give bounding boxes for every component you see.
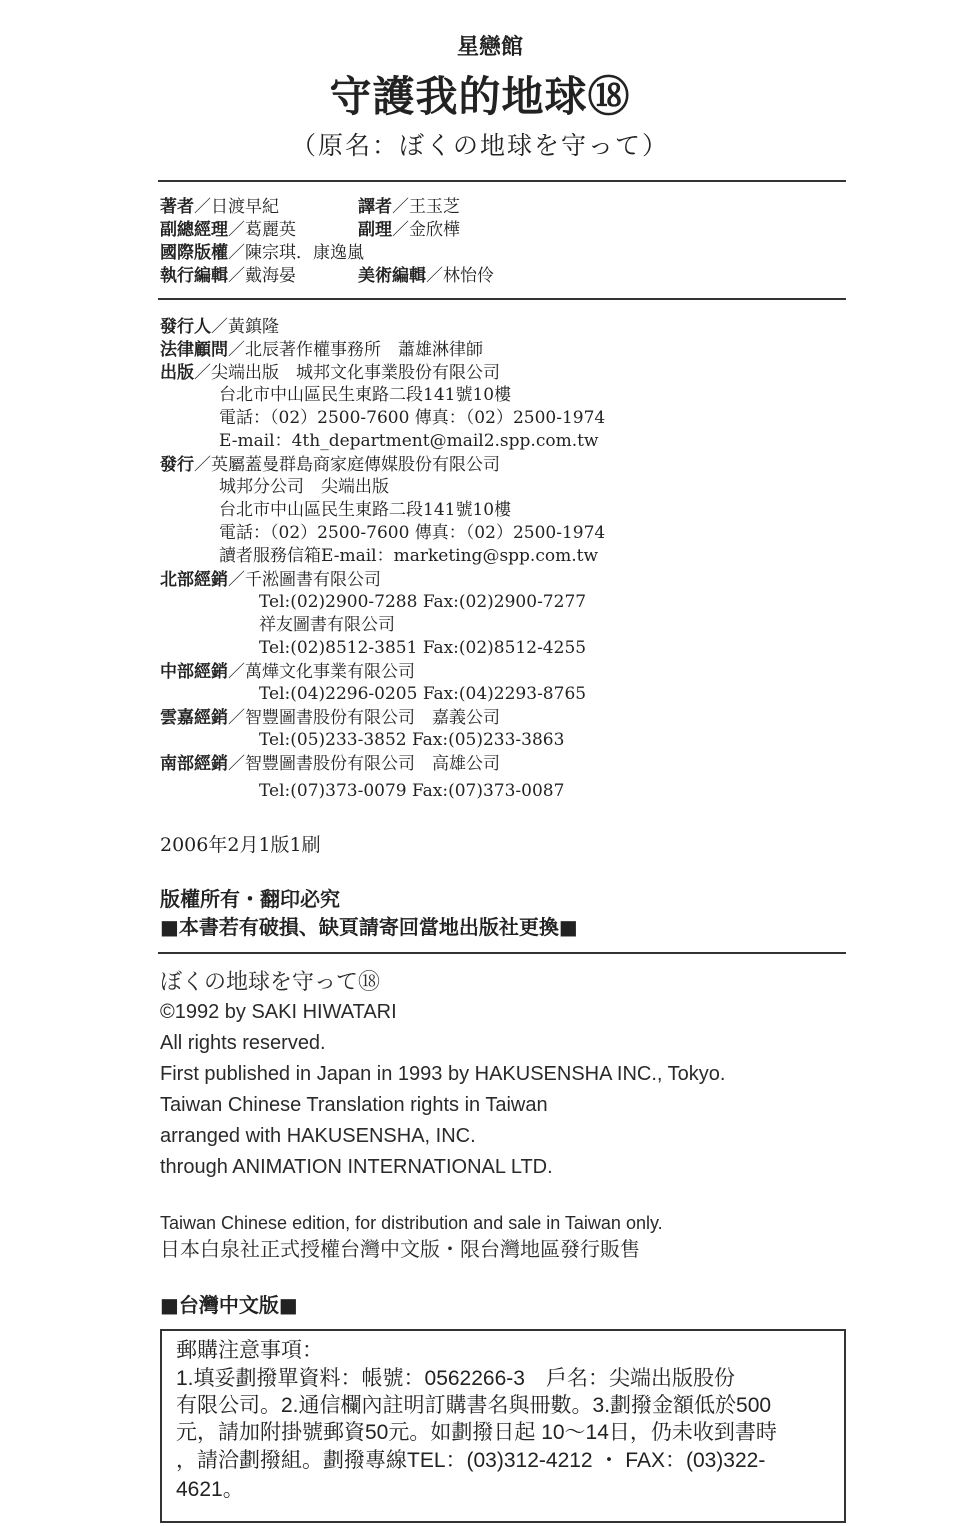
north2-contact: Tel:(02)8512-3851 Fax:(02)8512-4255 — [259, 638, 587, 658]
staff-value: 金欣樺 — [409, 220, 460, 240]
staff-value: 戴海晏 — [245, 266, 296, 286]
mail-order-line: 4621。 — [176, 1478, 244, 1501]
legal-label: 法律顧問 — [160, 340, 228, 360]
mail-order-heading: 郵購注意事項： — [176, 1339, 323, 1362]
north1-contact: Tel:(02)2900-7288 Fax:(02)2900-7277 — [259, 592, 587, 612]
mail-order-line: 元，請加附掛號郵資50元。如劃撥日起 10～14日，仍未收到書時 — [176, 1421, 777, 1444]
book-title: 守護我的地球⑱ — [329, 72, 631, 121]
north2-name: 祥友圖書有限公司 — [259, 615, 395, 635]
south-name: 智豐圖書股份有限公司 高雄公司 — [245, 754, 500, 774]
publish-value: 尖端出版 城邦文化事業股份有限公司 — [211, 363, 500, 383]
divider — [158, 298, 846, 300]
staff-value: 日渡早紀 — [211, 197, 279, 217]
original-title: （原名：ぼくの地球を守って） — [290, 131, 669, 160]
south-label: 南部經銷 — [160, 754, 228, 774]
yunjia-label: 雲嘉經銷 — [160, 708, 228, 728]
staff-label: 著者 — [160, 197, 194, 217]
copyright-line: through ANIMATION INTERNATIONAL LTD. — [160, 1156, 553, 1178]
legal-value: 北辰著作權事務所 蕭雄淋律師 — [245, 340, 483, 360]
publish-phone: 電話：（02）2500-7600 傳真：（02）2500-1974 — [219, 408, 606, 428]
central-name: 萬燁文化事業有限公司 — [245, 662, 415, 682]
yunjia-contact: Tel:(05)233-3852 Fax:(05)233-3863 — [259, 730, 565, 750]
dist-label: 發行 — [160, 455, 194, 475]
issuer-label: 發行人 — [160, 317, 211, 337]
issuer-value: 黃鎮隆 — [228, 317, 279, 337]
staff-label: 美術編輯 — [358, 266, 426, 286]
staff-label: 執行編輯 — [160, 266, 228, 286]
staff-value: 林怡伶 — [443, 266, 494, 286]
staff-label: 國際版權 — [160, 243, 228, 263]
issuer-row: 發行人／黃鎮隆 — [160, 317, 279, 337]
copyright-line: Taiwan Chinese Translation rights in Taiwan — [160, 1094, 548, 1116]
mail-order-line: 1.填妥劃撥單資料：帳號：0562266-3 戶名：尖端出版股份 — [176, 1367, 735, 1390]
central-label: 中部經銷 — [160, 662, 228, 682]
divider — [158, 952, 846, 954]
mail-order-line: ，請洽劃撥組。劃撥專線TEL：(03)312-4212 ・ FAX：(03)322- — [176, 1449, 766, 1472]
yunjia-name: 智豐圖書股份有限公司 嘉義公司 — [245, 708, 500, 728]
north1-name: 千淞圖書有限公司 — [245, 570, 381, 590]
taiwan-edition-label: ■台灣中文版■ — [160, 1293, 298, 1317]
copyright-line: First published in Japan in 1993 by HAKUSENSHA INC., Tokyo. — [160, 1063, 726, 1085]
dist-address: 台北市中山區民生東路二段141號10樓 — [219, 500, 512, 520]
authorization-note: 日本白泉社正式授權台灣中文版・限台灣地區發行販售 — [160, 1239, 640, 1261]
japanese-title: ぼくの地球を守って⑱ — [160, 969, 381, 994]
divider — [158, 180, 846, 182]
staff-value: 陳宗琪．康逸嵐 — [245, 243, 364, 263]
central-row: 中部經銷／萬燁文化事業有限公司 — [160, 662, 415, 682]
dist-phone: 電話：（02）2500-7600 傳真：（02）2500-1974 — [219, 523, 606, 543]
mail-order-line: 有限公司。2.通信欄內註明訂購書名與冊數。3.劃撥金額低於500 — [176, 1394, 772, 1417]
staff-label: 副總經理 — [160, 220, 228, 240]
south-contact: Tel:(07)373-0079 Fax:(07)373-0087 — [259, 781, 565, 801]
staff-value: 王玉芝 — [409, 197, 460, 217]
staff-row: 國際版權／陳宗琪．康逸嵐 — [160, 243, 364, 263]
legal-row: 法律顧問／北辰著作權事務所 蕭雄淋律師 — [160, 340, 483, 360]
south-row: 南部經銷／智豐圖書股份有限公司 高雄公司 — [160, 754, 500, 774]
yunjia-row: 雲嘉經銷／智豐圖書股份有限公司 嘉義公司 — [160, 708, 500, 728]
dist-value: 英屬蓋曼群島商家庭傳媒股份有限公司 — [211, 455, 500, 475]
copyright-line: All rights reserved. — [160, 1032, 326, 1054]
damage-notice: ■本書若有破損、缺頁請寄回當地出版社更換■ — [160, 915, 578, 939]
staff-label: 副理 — [358, 220, 392, 240]
publish-label: 出版 — [160, 363, 194, 383]
publish-address: 台北市中山區民生東路二段141號10樓 — [219, 385, 512, 405]
dist-branch: 城邦分公司 尖端出版 — [219, 477, 389, 497]
dist-row: 發行／英屬蓋曼群島商家庭傳媒股份有限公司 — [160, 455, 500, 475]
staff-row: 美術編輯／林怡伶 — [358, 266, 494, 286]
staff-row: 副總經理／葛麗英 — [160, 220, 296, 240]
publish-email: E-mail：4th_department@mail2.spp.com.tw — [219, 431, 599, 451]
north-label: 北部經銷 — [160, 570, 228, 590]
copyright-line: ©1992 by SAKI HIWATARI — [160, 1001, 397, 1023]
central-contact: Tel:(04)2296-0205 Fax:(04)2293-8765 — [259, 684, 587, 704]
staff-label: 譯者 — [358, 197, 392, 217]
staff-row: 執行編輯／戴海晏 — [160, 266, 296, 286]
edition-info: 2006年2月1版1刷 — [160, 834, 321, 856]
edition-note: Taiwan Chinese edition, for distribution and sale in Taiwan only. — [160, 1213, 663, 1233]
publish-row: 出版／尖端出版 城邦文化事業股份有限公司 — [160, 363, 500, 383]
imprint-name: 星戀館 — [456, 35, 523, 60]
dist-email: 讀者服務信箱E-mail：marketing@spp.com.tw — [219, 546, 598, 566]
staff-row: 副理／金欣樺 — [358, 220, 460, 240]
rights-reserved: 版權所有・翻印必究 — [160, 887, 340, 911]
copyright-line: arranged with HAKUSENSHA, INC. — [160, 1125, 476, 1147]
staff-row: 譯者／王玉芝 — [358, 197, 460, 217]
staff-value: 葛麗英 — [245, 220, 296, 240]
staff-row: 著者／日渡早紀 — [160, 197, 279, 217]
north-row: 北部經銷／千淞圖書有限公司 — [160, 570, 381, 590]
